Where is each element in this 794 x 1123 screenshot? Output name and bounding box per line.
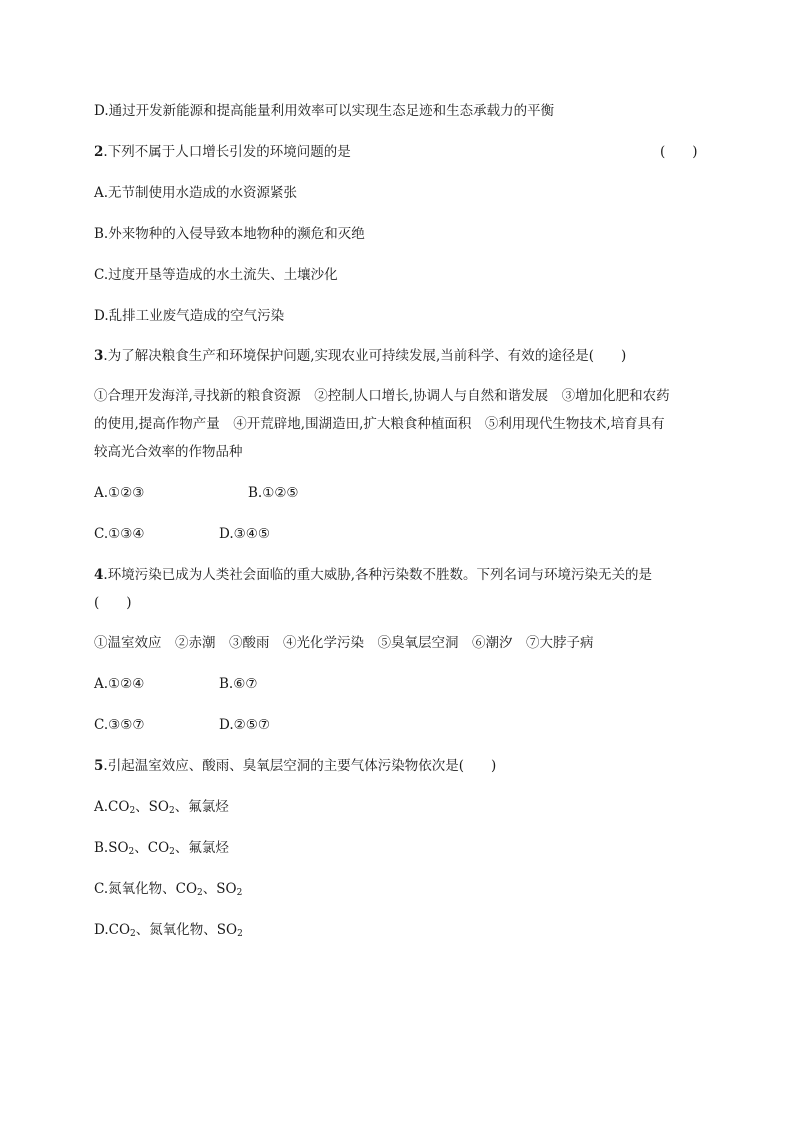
q2-option-c: C.过度开垦等造成的水土流失、土壤沙化 <box>94 267 338 283</box>
q2-option-d: D.乱排工业废气造成的空气污染 <box>94 308 285 324</box>
q5-option-c <box>94 879 242 899</box>
q3-number: 3 <box>94 348 104 364</box>
q5-c-part: C.氮氧化物、CO <box>94 881 198 897</box>
q5-b-subscript: 2 <box>128 847 135 857</box>
q5-d-subscript: 2 <box>237 929 243 939</box>
q5-stem-text: .引起温室效应、酸雨、臭氧层空洞的主要气体污染物依次是( ) <box>103 758 497 774</box>
q5-number: 5 <box>94 758 104 774</box>
q5-d-part: D.CO <box>94 922 131 938</box>
q4-stem-text: .环境污染已成为人类社会面临的重大威胁,各种污染数不胜数。下列名词与环境污染无关的是 <box>103 567 652 583</box>
q3-option-a: A.①②③ <box>94 485 145 501</box>
q5-b-part: 、氟氯烃 <box>174 840 229 856</box>
q5-b-part: 、CO <box>134 840 170 856</box>
q4-option-a: A.①②④ <box>94 676 145 692</box>
q4-answer-paren: ( ) <box>94 595 132 611</box>
q5-a-subscript: 2 <box>169 806 175 816</box>
q4-number: 4 <box>94 567 104 583</box>
q5-c-subscript: 2 <box>197 888 203 898</box>
q5-a-part: 、氟氯烃 <box>174 799 229 815</box>
q5-d-subscript: 2 <box>130 929 136 939</box>
q2-option-b: B.外来物种的入侵导致本地物种的濒危和灭绝 <box>94 226 365 242</box>
q3-stem <box>94 346 626 366</box>
q5-a-part: 、SO <box>135 799 169 815</box>
q5-option-a <box>94 797 229 817</box>
q2-number: 2 <box>94 144 104 160</box>
q4-choices: ①温室效应 ②赤潮 ③酸雨 ④光化学污染 ⑤臭氧层空洞 ⑥潮汐 ⑦大脖子病 <box>94 635 594 651</box>
q3-choices-line-1: ①合理开发海洋,寻找新的粮食资源 ②控制人口增长,协调人与自然和谐发展 ③增加化肥和农药 <box>94 388 670 404</box>
q5-option-d <box>94 920 243 940</box>
q3-choices-line-2: 的使用,提高作物产量 ④开荒辟地,围湖造田,扩大粮食种植面积 ⑤利用现代生物技术,培育具有 <box>94 416 665 432</box>
q3-choices-line-3: 较高光合效率的作物品种 <box>94 444 243 460</box>
q5-stem <box>94 756 496 776</box>
q5-a-subscript: 2 <box>129 806 136 816</box>
q3-option-c: C.①③④ <box>94 526 145 542</box>
q4-option-c: C.③⑤⑦ <box>94 717 145 733</box>
q3-stem-text: .为了解决粮食生产和环境保护问题,实现农业可持续发展,当前科学、有效的途径是( ) <box>103 348 627 364</box>
q2-stem-text: .下列不属于人口增长引发的环境问题的是 <box>103 144 351 160</box>
q5-b-part: B.SO <box>94 840 129 856</box>
q5-option-b <box>94 838 229 858</box>
q4-option-b: B.⑥⑦ <box>219 676 258 692</box>
q5-b-subscript: 2 <box>169 847 175 857</box>
q4-option-d: D.②⑤⑦ <box>219 717 270 733</box>
q3-option-d: D.③④⑤ <box>219 526 270 542</box>
q2-option-a: A.无节制使用水造成的水资源紧张 <box>94 185 298 201</box>
q5-c-part: 、SO <box>202 881 237 897</box>
q5-c-subscript: 2 <box>236 888 243 898</box>
q2-answer-paren: ( ) <box>660 144 698 160</box>
q2-stem <box>94 142 351 162</box>
q3-option-b: B.①②⑤ <box>248 485 299 501</box>
q1-option-d: D.通过开发新能源和提高能量利用效率可以实现生态足迹和生态承载力的平衡 <box>94 103 555 119</box>
q5-a-part: A.CO <box>94 799 130 815</box>
q5-d-part: 、氮氧化物、SO <box>135 922 238 938</box>
q4-stem <box>94 565 652 585</box>
